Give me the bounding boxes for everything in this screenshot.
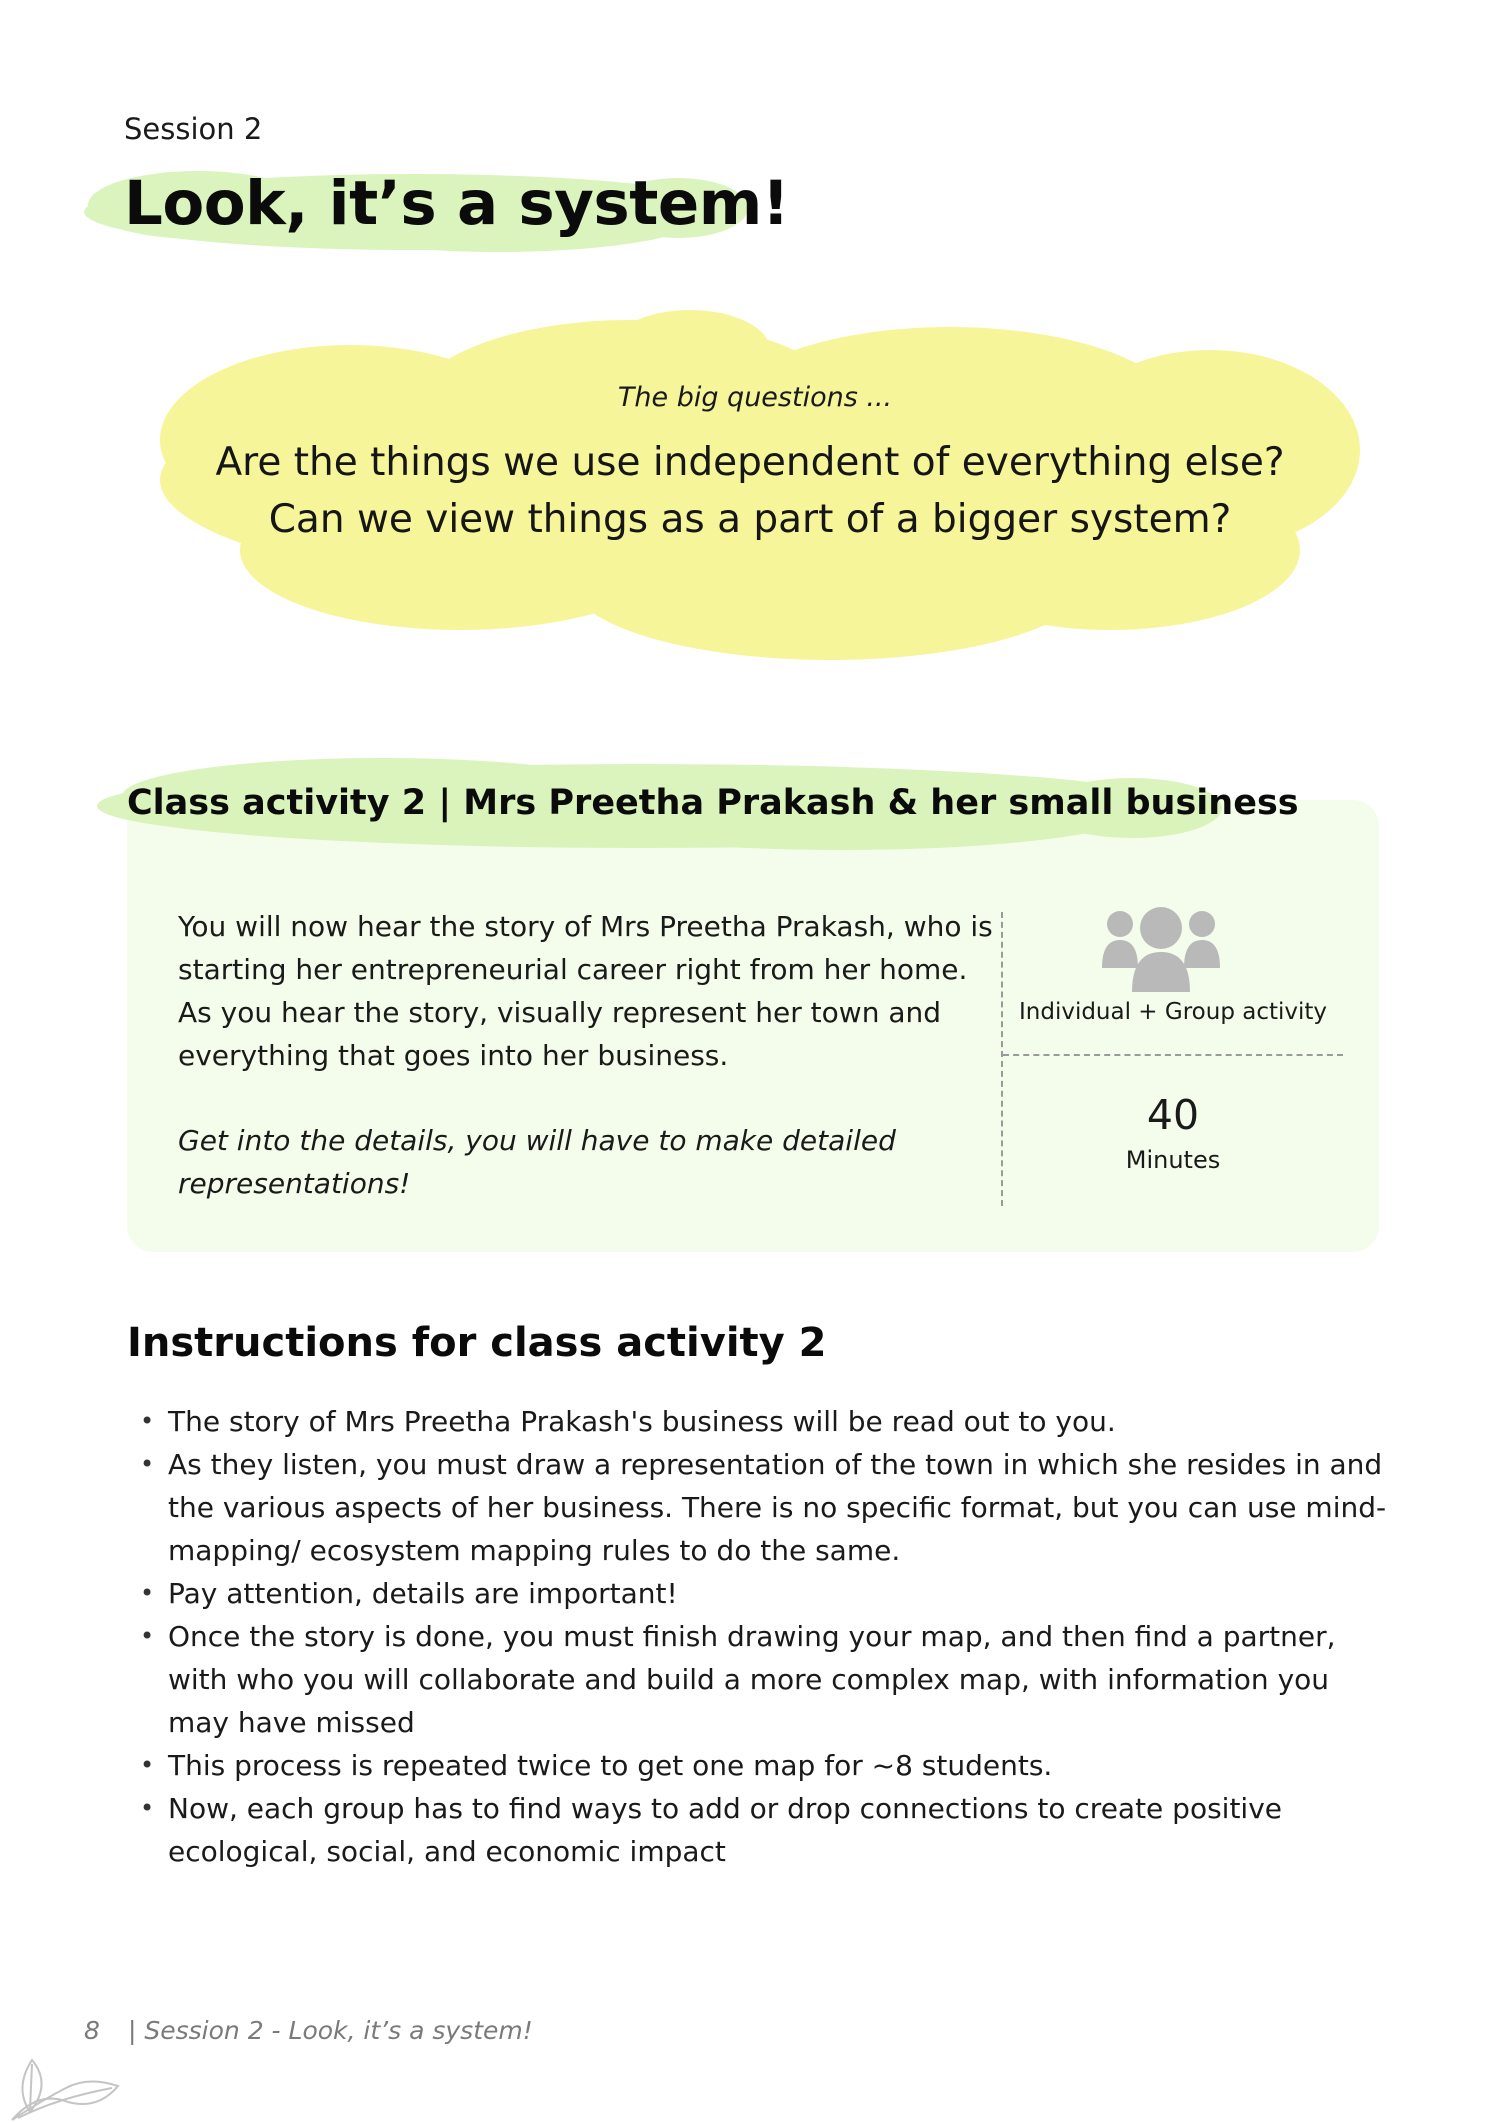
list-item	[140, 1572, 1390, 1615]
list-item	[140, 1787, 1390, 1873]
bullet: •	[140, 1579, 155, 1607]
page-title: Look, it’s a system!	[124, 168, 790, 239]
bullet: •	[140, 1622, 155, 1650]
duration-unit: Minutes	[1125, 1146, 1221, 1174]
group-people-icon	[1098, 906, 1224, 992]
session-label: Session 2	[124, 112, 263, 146]
instructions-heading: Instructions for class activity 2	[127, 1320, 827, 1366]
list-item-text: This process is repeated twice to get one map for ~8 students.	[168, 1749, 1053, 1782]
question-cloud	[130, 300, 1370, 670]
big-question-1: Are the things we use independent of everything else?	[215, 440, 1285, 485]
bullet: •	[140, 1751, 155, 1779]
list-item-text: As they listen, you must draw a representation of the town in which she resides in and the various aspects of her business. There is no specific format, but you can use mind-mapping/ ecosystem mapping rules to do the same.	[168, 1448, 1387, 1567]
list-item-text: Now, each group has to find ways to add or drop connections to create positive ecological, social, and economic impact	[168, 1792, 1283, 1868]
leaf-icon	[8, 2040, 123, 2123]
big-question-2: Can we view things as a part of a bigger system?	[268, 497, 1232, 542]
footer-text: | Session 2 - Look, it’s a system!	[128, 2016, 533, 2045]
activity-note: Get into the details, you will have to make detailed representations!	[178, 1124, 896, 1200]
duration-value: 40	[1146, 1091, 1200, 1139]
list-item-text: Pay attention, details are important!	[168, 1577, 678, 1610]
list-item	[140, 1400, 1390, 1443]
big-questions-label: The big questions ...	[617, 382, 893, 413]
bullet: •	[140, 1794, 155, 1822]
list-item-text: Once the story is done, you must finish drawing your map, and then find a partner, with who you will collaborate and build a more complex map, with information you may have missed	[168, 1620, 1336, 1739]
activity-title: Class activity 2 | Mrs Preetha Prakash & her small business	[127, 783, 1299, 823]
list-item-text: The story of Mrs Preetha Prakash's business will be read out to you.	[168, 1405, 1116, 1438]
bullet: •	[140, 1407, 155, 1435]
list-item	[140, 1443, 1390, 1572]
list-item	[140, 1615, 1390, 1744]
bullet: •	[140, 1450, 155, 1478]
list-item	[140, 1744, 1390, 1787]
instruction-list	[140, 1400, 1390, 1873]
footer-page-number: 8	[84, 2016, 100, 2045]
activity-type-label: Individual + Group activity	[1018, 999, 1328, 1025]
activity-description: You will now hear the story of Mrs Preetha Prakash, who is starting her entrepreneurial career right from her home. As you hear the story, visually represent her town and everything that goes into her business.	[178, 910, 993, 1072]
card-divider-horizontal	[1003, 1054, 1343, 1056]
